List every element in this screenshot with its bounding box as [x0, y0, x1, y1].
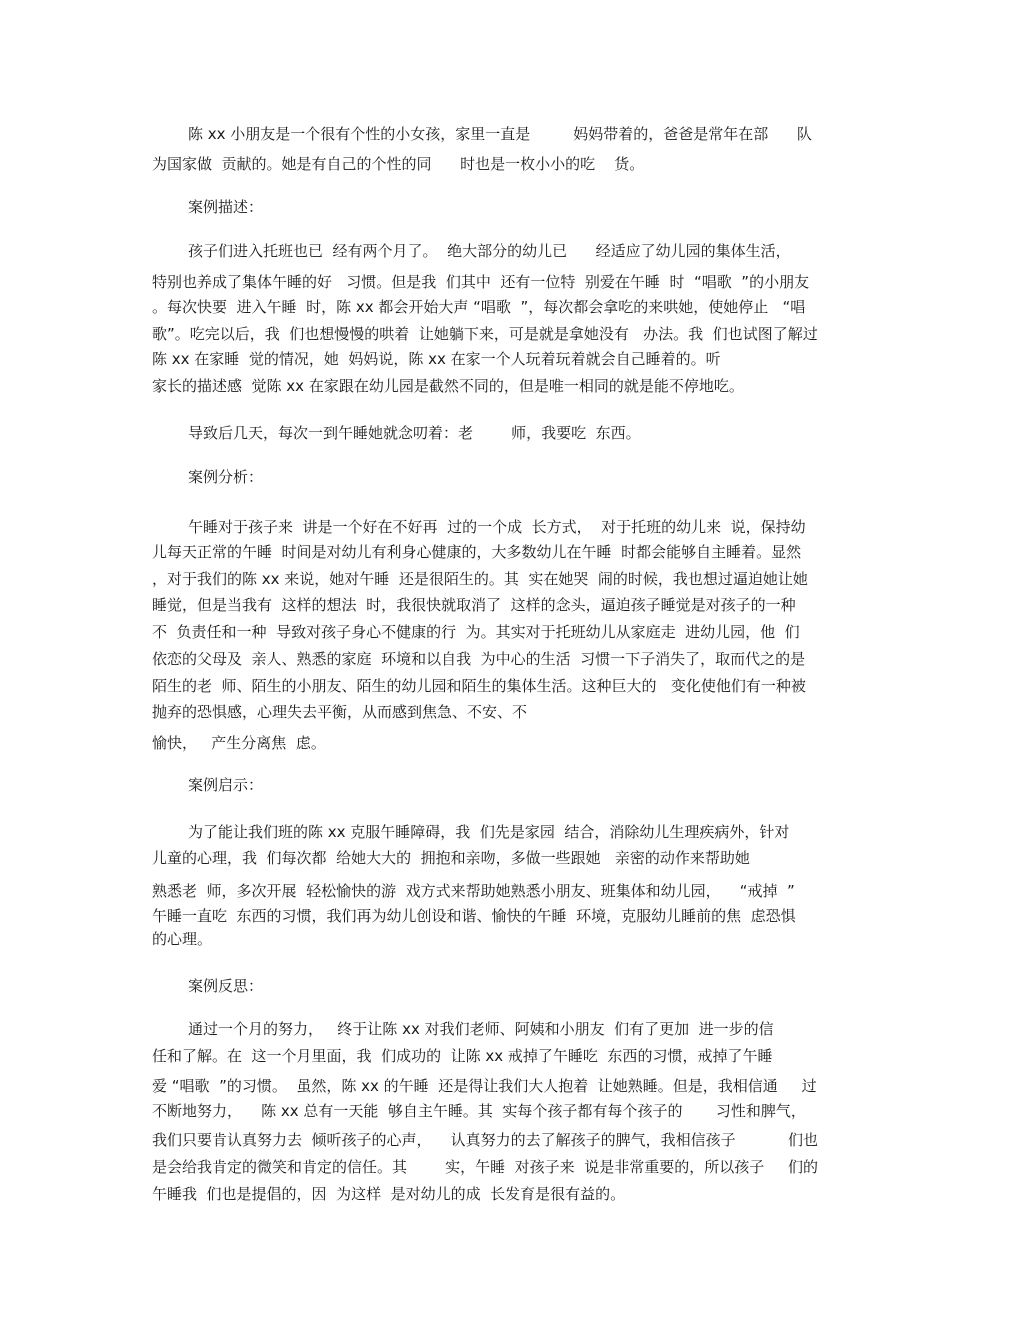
analysis-line-7: 陌生的老 师、陌生的小朋友、陌生的幼儿园和陌生的集体生活。这种巨大的 变化使他们有一种被: [152, 677, 806, 695]
analysis-line-3: ，对于我们的陈 xx 来说，她对午睡 还是很陌生的。其 实在她哭 闹的时候，我也想过逼迫她让她: [152, 570, 808, 588]
description-line-2: 特别也养成了集体午睡的好 习惯。但是我 们其中 还有一位特 别爱在午睡 时 “唱歌 ”的小朋友: [152, 273, 810, 291]
reflection-line-1: 通过一个月的努力， 终于让陈 xx 对我们老师、阿姨和小朋友 们有了更加 进一步的信: [188, 1020, 774, 1038]
analysis-line-5: 不 负责任和一种 导致对孩子身心不健康的行 为。其实对于托班幼儿从家庭走 进幼儿园，他 们: [152, 623, 800, 641]
intro-line-1: 陈 xx 小朋友是一个很有个性的小女孩，家里一直是 妈妈带着的，爸爸是常年在部 队: [188, 125, 812, 143]
analysis-line-2: 儿每天正常的午睡 时间是对幼儿有利身心健康的，大多数幼儿在午睡 时都会能够自主睡着。显然: [152, 543, 802, 561]
analysis-line-8: 抛弃的恐惧感，心理失去平衡，从而感到焦急、不安、不: [152, 703, 528, 721]
insight-line-4: 午睡一直吃 东西的习惯，我们再为幼儿创设和谐、愉快的午睡 环境，克服幼儿睡前的焦 虑恐惧: [152, 907, 796, 925]
reflection-line-4: 不断地努力， 陈 xx 总有一天能 够自主午睡。其 实每个孩子都有每个孩子的 习性和脾气，: [152, 1102, 806, 1120]
section-heading-description: 案例描述：: [188, 198, 264, 216]
description-line-1: 孩子们进入托班也已 经有两个月了。 绝大部分的幼儿已 经适应了幼儿园的集体生活，: [188, 242, 791, 260]
insight-line-5: 的心理。: [152, 930, 213, 948]
section-heading-analysis: 案例分析：: [188, 468, 264, 486]
analysis-line-6: 依恋的父母及 亲人、熟悉的家庭 环境和以自我 为中心的生活 习惯一下子消失了，取而代之的是: [152, 650, 806, 668]
intro-line-2: 为国家做 贡献的。她是有自己的个性的同 时也是一枚小小的吃 货。: [152, 155, 645, 173]
description-line-5: 陈 xx 在家睡 觉的情况，她 妈妈说，陈 xx 在家一个人玩着玩着就会自己睡着的。听: [152, 350, 721, 368]
analysis-line-1: 午睡对于孩子来 讲是一个好在不好再 过的一个成 长方式， 对于托班的幼儿来 说，保持幼: [188, 518, 806, 536]
description-line-3: 。每次快要 进入午睡 时，陈 xx 都会开始大声 “唱歌 ”，每次都会拿吃的来哄她，使她停止 “唱: [152, 298, 806, 316]
reflection-line-5: 我们只要肯认真努力去 倾听孩子的心声， 认真努力的去了解孩子的脾气，我相信孩子 们也: [152, 1131, 819, 1149]
description-line-6: 家长的描述感 觉陈 xx 在家跟在幼儿园是截然不同的，但是唯一相同的就是能不停地吃。: [152, 377, 744, 395]
reflection-line-6: 是会给我肯定的微笑和肯定的信任。其 实，午睡 对孩子来 说是非常重要的，所以孩子 们的: [152, 1158, 819, 1176]
analysis-line-4: 睡觉，但是当我有 这样的想法 时，我很快就取消了 这样的念头，逼迫孩子睡觉是对孩子的一种: [152, 596, 796, 614]
insight-line-2: 儿童的心理，我 们每次都 给她大大的 拥抱和亲吻，多做一些跟她 亲密的动作来帮助她: [152, 849, 750, 867]
analysis-line-9: 愉快， 产生分离焦 虑。: [152, 734, 326, 752]
description-line-4: 歌”。吃完以后，我 们也想慢慢的哄着 让她躺下来，可是就是拿她没有 办法。我 们也试图了解过: [152, 325, 818, 343]
description-line-7: 导致后几天，每次一到午睡她就念叨着：老 师，我要吃 东西。: [188, 424, 641, 442]
section-heading-reflection: 案例反思：: [188, 977, 264, 995]
reflection-line-3: 爱 “唱歌 ”的习惯。 虽然，陈 xx 的午睡 还是得让我们大人抱着 让她熟睡。但是，我相信通 过: [152, 1077, 817, 1095]
insight-line-1: 为了能让我们班的陈 xx 克服午睡障碍，我 们先是家园 结合，消除幼儿生理疾病外，针对: [188, 823, 790, 841]
insight-line-3: 熟悉老 师，多次开展 轻松愉快的游 戏方式来帮助她熟悉小朋友、班集体和幼儿园， “戒掉 ”: [152, 882, 795, 900]
section-heading-insight: 案例启示：: [188, 776, 264, 794]
reflection-line-7: 午睡我 们也是提倡的，因 为这样 是对幼儿的成 长发育是很有益的。: [152, 1185, 626, 1203]
reflection-line-2: 任和了解。在 这一个月里面，我 们成功的 让陈 xx 戒掉了午睡吃 东西的习惯，戒掉了午睡: [152, 1047, 773, 1065]
